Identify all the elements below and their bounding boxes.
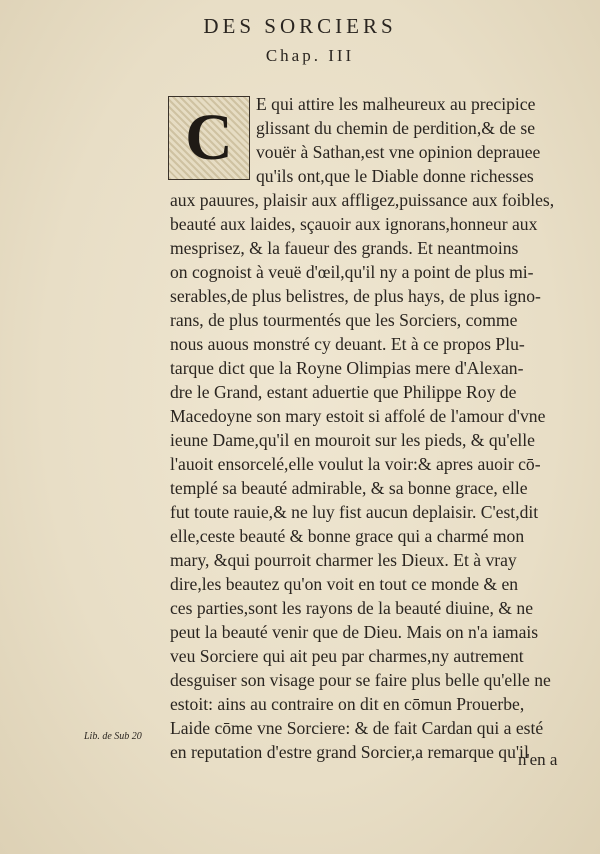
decorated-initial [168,96,250,180]
initial-letter: C [185,101,233,174]
text-line: fut toute rauie,& ne luy fist aucun deplaisir. C'est,dit [170,502,539,522]
text-line: veu Sorciere qui ait peu par charmes,ny autrement [170,646,524,666]
text-line: nous auous monstré cy deuant. Et à ce propos Plu- [170,334,525,354]
text-line: peut la beauté venir que de Dieu. Mais on n'a iamais [170,622,539,642]
text-line: qu'ils ont,que le Diable donne richesses [256,166,534,186]
text-line: serables,de plus belistres, de plus hays, de plus igno- [170,286,541,306]
text-line: estoit: ains au contraire on dit en cōmun Prouerbe, [170,694,525,714]
catchword: n'en a [518,750,558,769]
text-line: Macedoyne son mary estoit si affolé de l'amour d'vne [170,406,546,426]
text-line: dre le Grand, estant aduertie que Philippe Roy de [170,382,517,402]
text-line: E qui attire les malheureux au precipice [256,94,536,114]
text-line: glissant du chemin de perdition,& de se [256,118,536,138]
text-line: ieune Dame,qu'il en mouroit sur les pieds, & qu'elle [170,430,535,450]
text-line: ces parties,sont les rayons de la beauté diuine, & ne [170,598,533,618]
text-line: mesprisez, & la faueur des grands. Et neantmoins [170,238,519,258]
text-line: on cognoist à veuë d'œil,qu'il ny a point de plus mi- [170,262,534,282]
text-line: desguiser son visage pour se faire plus belle qu'elle ne [170,670,551,690]
text-line: beauté aux laides, sçauoir aux ignorans,honneur aux [170,214,538,234]
text-line: mary, &qui pourroit charmer les Dieux. Et à vray [170,550,517,570]
margin-note: Lib. de Sub 20 [84,731,142,742]
text-line: aux pauures, plaisir aux affligez,puissance aux foibles, [170,190,555,210]
text-line: tarque dict que la Royne Olimpias mere d'Alexan- [170,358,524,378]
text-line: l'auoit ensorcelé,elle voulut la voir:& apres auoir cō- [170,454,541,474]
text-line: vouër à Sathan,est vne opinion deprauee [256,142,541,162]
text-line: templé sa beauté admirable, & sa bonne grace, elle [170,478,528,498]
text-line: elle,ceste beauté & bonne grace qui a charmé mon [170,526,525,546]
text-line: dire,les beautez qu'on voit en tout ce monde & en [170,574,519,594]
text-line: en reputation d'estre grand Sorcier,a remarque qu'il [170,742,529,762]
running-title: DES SORCIERS [203,14,397,38]
text-line: rans, de plus tourmentés que les Sorciers, comme [170,310,518,330]
text-line: Laide cōme vne Sorciere: & de fait Cardan qui a esté [170,718,544,738]
chapter-heading: Chap. III [265,46,355,65]
